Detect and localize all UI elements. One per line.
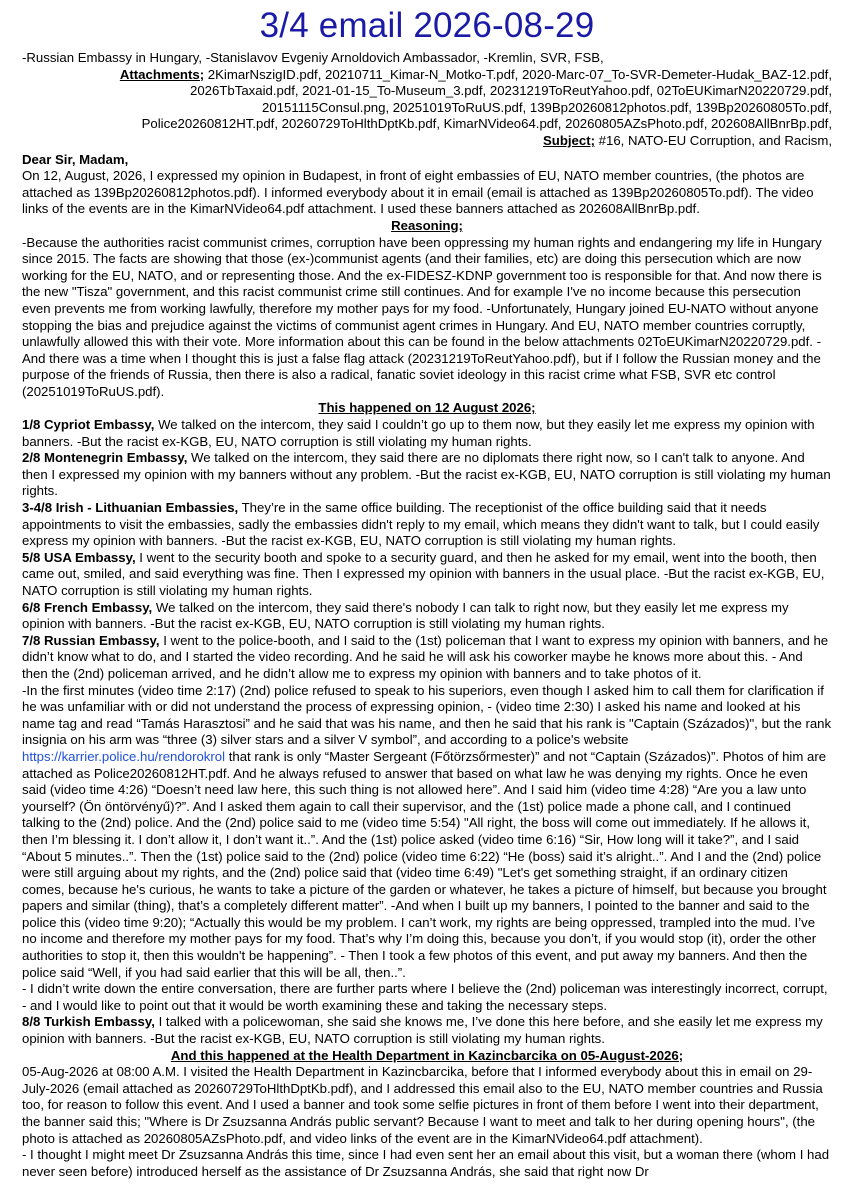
- entry-label: 6/8 French Embassy,: [22, 599, 153, 615]
- attachments-list-1: 2KimarNszigID.pdf, 20210711_Kimar-N_Motko-T.pdf, 2020-Marc-07_To-SVR-Demeter-Hudak_BAZ-12.pdf,: [204, 66, 832, 82]
- subject-label: Subject;: [542, 132, 596, 148]
- document-title: 3/4 email 2026-08-29: [259, 6, 595, 45]
- entry-label: 3-4/8 Irish - Lithuanian Embassies,: [22, 500, 239, 516]
- attachments-list-4: Police20260812HT.pdf, 20260729ToHlthDptKb.pdf, KimarNVideo64.pdf, 20260805AZsPhoto.pdf, 202608AllBnrBp.pdf,: [141, 116, 832, 132]
- reasoning-heading: Reasoning;: [391, 217, 463, 233]
- attachments-line-1: [22, 67, 832, 84]
- russian-details-text-2: that rank is only “Master Sergeant (Főtörzsőrmester)” and not “Captain (Százados)”. Photos of him are attached as Police20260812HT.pdf. And he always refused to answer that based on what law he was denying my rights. Once he even said (video time 4:26) “Doesn’t need law here, this such thing is not allowed here”. And I said him (video time 4:28) “Are you a law unto yourself? (Ön öntörvényű)?”. And I asked them again to call their supervisor, and the (1st) police made a phone call, and I continued talking to the (2nd) police. And the (2nd) police said to me (video time 5:54) "All right, the boss will come out immediately. If he allows it, then I’m blessing it. I don’t allow it, I don’t want it..”. And the (1st) police asked (video time 6:16) “Sir, How long will it take?”, and I said “About 5 minutes..”. Then the (1st) police said to the (2nd) police (video time 6:22) “He (boss) said it’s alright..”. And I and the (2nd) police were still arguing about my rights, and the (2nd) police said that (video time 6:49) "Let's get something straight, if an ordinary citizen comes, because he's curious, he wants to take a picture of the garden or whatever, he takes a picture of himself, but because you brought papers and similar (thing), that’s a completely different matter”. -And when I built up my banners, I pointed to the banner and said to the police this (video time 9:20); “Actually this would be my problem. I can’t work, my rights are being oppressed, trampled into the mud. I’ve no income and therefore my mother pays for my food. That’s why I’m doing this, because you don’t, if you would stop (it), order the other authorities to stop it, then this wouldn't be happening”. - Then I took a few photos of this event, and put away my banners. And then the police said “Well, if you had said earlier that this will be all, then..”.: [22, 748, 827, 980]
- entry-cypriot: [22, 417, 832, 450]
- entry-text: They’re in the same office building. The receptionist of the office building said that it needs appointments to visit the embassies, sadly the embassies didn't reply to my email, which means they didn't want to talk, but I could easily express my opinion with banners. -But the racist ex-KGB, EU, NATO corruption is still violating my human rights.: [22, 500, 820, 549]
- subject-line: [22, 133, 832, 150]
- russian-details-paragraph: [22, 683, 832, 982]
- entry-text: I went to the police-booth, and I said to the (1st) policeman that I want to express my opinion with banners, and he didn’t know what to do, and I started the video recording. And he said he will ask his coworker maybe he knows more about this. - And then the (2nd) policeman arrived, and he didn’t allow me to express my opinion with banners and to take photos of it.: [22, 632, 829, 681]
- document-page: [22, 0, 832, 1180]
- attachments-block: [22, 67, 832, 150]
- entry-label: 8/8 Turkish Embassy,: [22, 1014, 155, 1030]
- entry-french: [22, 600, 832, 633]
- subject-text: #16, NATO-EU Corruption, and Racism,: [595, 132, 832, 148]
- attachments-list-2: 2026TbTaxaid.pdf, 2021-01-15_To-Museum_3.pdf, 20231219ToReutYahoo.pdf, 02ToEUKimarN20220729.pdf,: [190, 83, 832, 99]
- entry-montenegrin: [22, 450, 832, 500]
- entry-text: I talked with a policewoman, she said she knows me, I’ve done this here before, and she easily let me express my opinion with banners. -But the racist ex-KGB, EU, NATO corruption is still violating my human rights.: [22, 1014, 823, 1047]
- entry-turkish: [22, 1014, 832, 1047]
- health-department-heading: And this happened at the Health Department in Kazincbarcika on 05-August-2026;: [170, 1047, 684, 1063]
- russian-note-paragraph: - I didn’t write down the entire conversation, there are further parts where I believe the (2nd) policeman was interestingly incorrect, corrupt, - and I would like to point out that it would be worth examining these and taking the necessary steps.: [22, 981, 828, 1013]
- entry-irish-lithuanian: [22, 500, 832, 550]
- reasoning-paragraph: -Because the authorities racist communist crimes, corruption have been oppressing my human rights and endangering my life in Hungary since 2015. The facts are showing that those (ex-)communist agents (and their families, etc) are doing this persecution which are now working for the EU, NATO, and or representing those. And the ex-FIDESZ-KDNP government too is responsible for that. And now there is the new "Tisza" government, and this racist communist crime still continues. And for example I've no income because this persecution even prevents me from working lawfully, therefore my mother pays for my food. -Unfortunately, Hungary joined EU-NATO without anyone stopping the bias and prejudice against the victims of communist agent crimes in Hungary. And EU, NATO member countries corruptly, unlawfully allowed this with their vote. More information about this can be found in the below attachments 02ToEUKimarN20220729.pdf. -And there was a time when I thought this is just a false flag attack (20231219ToReutYahoo.pdf), but if I follow the Russian money and the purpose of the friends of Russia, then there is also a radical, fanatic soviet ideology in this racist crime what FSB, SVR etc control (20251019ToRuUS.pdf).: [22, 234, 822, 399]
- entry-russian: [22, 633, 832, 683]
- entry-text: We talked on the intercom, they said there's nobody I can talk to right now, but they easily let me express my opinion with banners. -But the racist ex-KGB, EU, NATO corruption is still violating my human rights.: [22, 599, 789, 632]
- entry-label: 7/8 Russian Embassy,: [22, 632, 160, 648]
- entry-label: 2/8 Montenegrin Embassy,: [22, 450, 188, 466]
- entry-label: 5/8 USA Embassy,: [22, 549, 136, 565]
- police-website-link[interactable]: https://karrier.police.hu/rendorokrol: [22, 748, 226, 764]
- recipients-line: -Russian Embassy in Hungary, -Stanislavov Evgeniy Arnoldovich Ambassador, -Kremlin, SVR, FSB,: [22, 50, 604, 65]
- health-paragraph-2: - I thought I might meet Dr Zsuzsanna András this time, since I had even sent her an email about this visit, but a woman there (whom I had never seen before) introduced herself as the assistance of Dr Zsuzsanna András, she said that right now Dr: [22, 1147, 830, 1179]
- intro-paragraph: On 12, August, 2026, I expressed my opinion in Budapest, in front of eight embassies of EU, NATO member countries, (the photos are attached as 139Bp20260812photos.pdf). I informed everybody about it in email (email is attached as 139Bp20260805To.pdf). The video links of the events are in the KimarNVideo64.pdf attachment. I used these banners attached as 202608AllBnrBp.pdf.: [22, 168, 814, 217]
- attachments-list-3: 20151115Consul.png, 20251019ToRuUS.pdf, 139Bp20260812photos.pdf, 139Bp20260805To.pdf,: [262, 99, 832, 115]
- entry-usa: [22, 550, 832, 600]
- events-heading: This happened on 12 August 2026;: [318, 400, 536, 416]
- entry-text: I went to the security booth and spoke to a security guard, and then he asked for my email, went into the booth, then came out, smiled, and said everything was fine. Then I expressed my opinion with banners in the usual place. -But the racist ex-KGB, EU, NATO corruption is still violating my human rights.: [22, 549, 825, 598]
- entry-text: We talked on the intercom, they said there are no diplomats there right now, so I can't talk to anyone. And then I expressed my opinion with my banners without any problem. -But the racist ex-KGB, EU, NATO corruption is still violating my human rights.: [22, 450, 831, 499]
- health-paragraph-1: 05-Aug-2026 at 08:00 A.M. I visited the Health Department in Kazincbarcika, before that I informed everybody about this in email on 29-July-2026 (email attached as 20260729ToHlthDptKb.pdf), and I addressed this email also to the EU, NATO member countries and Russia too, for reason to follow this event. And I used a banner and took some selfie pictures in front of them before I went into their department, the banner said this; "Where is Dr Zsuzsanna András public servant? Because I want to meet and talk to her during opening hours", (the photo is attached as 20260805AZsPhoto.pdf, and video links of the event are in the KimarNVideo64.pdf attachment).: [22, 1064, 823, 1146]
- salutation: Dear Sir, Madam,: [22, 151, 129, 167]
- entry-label: 1/8 Cypriot Embassy,: [22, 417, 155, 433]
- russian-details-text-1: -In the first minutes (video time 2:17) (2nd) police refused to speak to his superiors, even though I asked him to call them for clarification if he was unfamiliar with or did not understand the process of expressing opinion, - (video time 2:30) I asked his name and looked at his name tag and read “Tamás Harasztosi” and he said that was his name, and then he said that his rank is "Captain (Százados)", but the rank insignia on his arm was “three (3) silver stars and a silver V symbol”, and according to a police's website: [22, 682, 832, 748]
- entry-text: We talked on the intercom, they said I couldn’t go up to them now, but they easily let me express my opinion with banners. -But the racist ex-KGB, EU, NATO corruption is still violating my human rights.: [22, 417, 815, 449]
- attachments-label: Attachments;: [119, 66, 205, 82]
